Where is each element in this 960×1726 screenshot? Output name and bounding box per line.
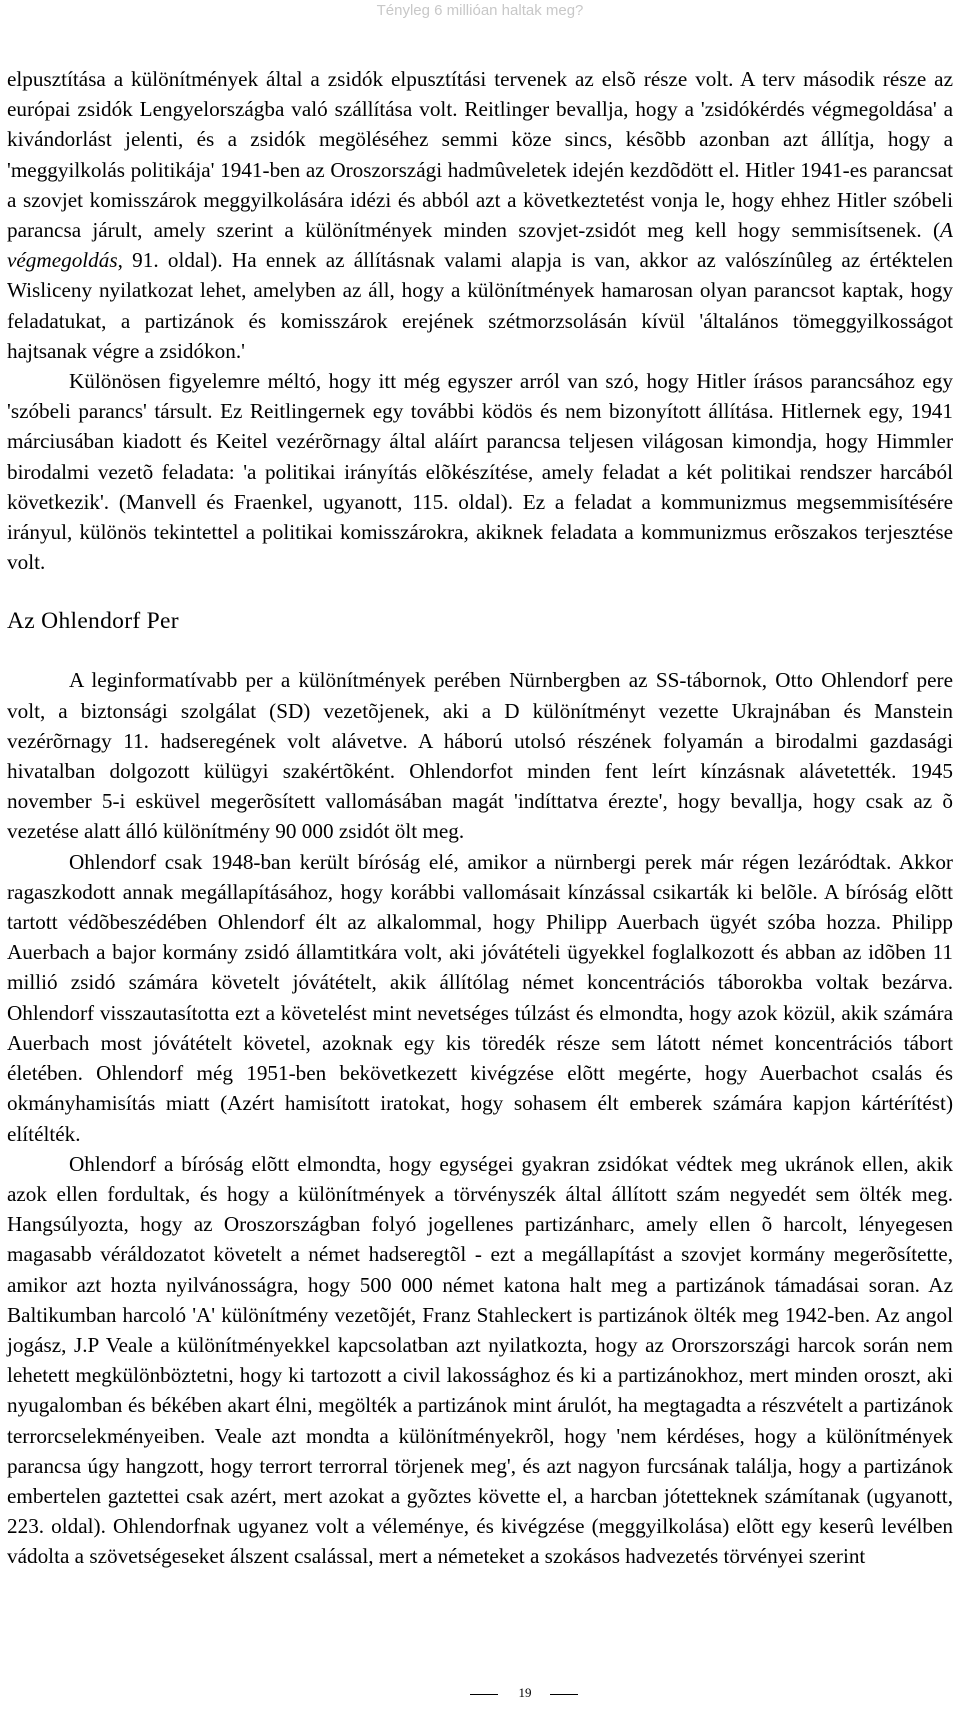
page-body (7, 64, 953, 1572)
paragraph-text: , 91. oldal). Ha ennek az állításnak valami alapja is van, akkor az valószínûleg az értéktelen Wisliceny nyilatkozat lehet, amelyben az áll, hogy a különítmények hamarosan olyan parancsot kaptak, hogy feladatukat, a partizánok és komisszárok erejének szétmorzsolásán kívül 'általános tömeggyilkosságot hajtsanak végre a zsidókon.' (7, 248, 953, 363)
paragraph: A leginformatívabb per a különítmények perében Nürnbergben az SS-tábornok, Otto Ohlendorf pere volt, a biztonsági szolgálat (SD) vezetõjenek, aki a D különítményt vezette Ukrajnában és Manstein vezérõrnagy 11. hadseregének volt alávetve. A háború utolsó részének folyamán a birodalmi gazdasági hivatalban dolgozott külügyi szakértõként. Ohlendorfot minden fent leírt kínzásnak alávetették. 1945 november 5-i esküvel megerõsített vallomásában magát 'indíttatva érezte', hogy bevallja, hogy csak az õ vezetése alatt álló különítmény 90 000 zsidót ölt meg. (7, 668, 953, 844)
page-number: 19 (518, 1685, 532, 1700)
running-header-title: Tényleg 6 millióan haltak meg? (376, 2, 584, 19)
page-footer (470, 1684, 580, 1704)
paragraph-continued (7, 64, 953, 366)
paragraph: Különösen figyelemre méltó, hogy itt még egyszer arról van szó, hogy Hitler írásos parancsához egy 'szóbeli parancs' társult. Ez Reitlingernek egy további ködös és nem bizonyított állítása. Hitlernek egy, 1941 márciusában kiadott és Keitel vezérõrnagy által aláírt parancsa teljesen világosan kimondja, hogy Himmler birodalmi vezetõ feladata: 'a politikai irányítás elõkészítése, amely feladat a két politikai rendszer harcából következik'. (Manvell és Fraenkel, ugyanott, 115. oldal). Ez a feladat a kommunizmus megsemmisítésére irányul, különös tekintettel a politikai komisszárokra, akiknek feladata a kommunizmus erõszakos terjesztése volt. (7, 369, 953, 575)
paragraph: Ohlendorf csak 1948-ban került bíróság elé, amikor a nürnbergi perek már régen lezáródtak. Akkor ragaszkodott annak megállapításához, hogy korábbi vallomásait kínzással csikarták ki belõle. A bíróság elõtt tartott védõbeszédében Ohlendorf élt az alkalommal, hogy Philipp Auerbach ügyét szóba hozza. Philipp Auerbach a bajor kormány zsidó államtitkára volt, aki jóvátételi ügyekkel foglalkozott és abban az idõben 11 millió zsidó számára követelt jóvátételt, akik állítólag német koncentrációs táborokba voltak bezárva. Ohlendorf visszautasította ezt a követelést mint nevetséges túlzást és elmondta, hogy azok közül, akik számára Auerbach most jóvátételt követel, azoknak egy kis töredék része sem látott német koncentrációs tábort életében. Ohlendorf még 1951-ben bekövetkezett kivégzése elõtt megérte, hogy Auerbachot csalás és okmányhamisítás miatt (Azért hamisított iratokat, hogy sohasem élt emberek számára kapjon kártérítést) elítélték. (7, 849, 953, 1146)
italic-book-title: A végmegoldás (7, 218, 953, 273)
paragraph-text: elpusztítása a különítmények által a zsidók elpusztítási tervenek az elsõ része volt. A terv második része az európai zsidók Lengyelországba való szállítása volt. Reitlinger bevallja, hogy a 'zsidókérdés végmegoldása' a kivándorlást jelenti, és a zsidók megöléséhez semmi köze sincs, késõbb azonban azt állítja, hogy a 'meggyilkolás politikája' 1941-ben az Oroszországi hadmûveletek idején kezdõdött el. Hitler 1941-es parancsat a szovjet komisszárok meggyilkolására idézi és abból azt a következtetést vonja le, hogy ehhez Hitler szóbeli parancsa járult, amely szerint a különítmények minden szovjet-zsidót meg kell hogy semmisítsenek. ( (7, 67, 953, 243)
footer-dash-right (550, 1694, 578, 1695)
paragraph: Ohlendorf a bíróság elõtt elmondta, hogy egységei gyakran zsidókat védtek meg ukránok ellen, akik azok ellen fordultak, és hogy a különítmények a törvényszék által állított szám negyedét sem ölték meg. Hangsúlyozta, hogy az Oroszországban folyó jogellenes partizánharc, amely ellen õ harcolt, lényegesen magasabb véráldozatot követelt a német hadseregtõl - ezt a megállapítást a szovjet kormány megerõsítette, amikor azt hozta nyilvánosságra, hogy 500 000 német katona halt meg a partizánok támadásai soran. Az Baltikumban harcoló 'A' különítmény vezetõjét, Franz Stahleckert is partizánok ölték meg 1942-ben. Az angol jogász, J.P Veale a különítményekkel kapcsolatban azt nyilatkozta, hogy az Ororszországi harcok során nem lehetett megkülönböztetni, hogy ki tartozott a civil lakossághoz és ki a partizánokhoz, mert minden oroszt, aki nyugalomban és békében akart élni, megölték a partizánok mint árulót, ha megtagadta a részvételt a partizánok terrorcselekményeiben. Veale azt mondta a különítményekrõl, hogy 'nem kérdéses, hogy a különítmények parancsa úgy hangzott, hogy terrort terrorral törjenek meg', és azt nagyon furcsának találja, hogy a partizánok embertelen gaztettei csak azért, mert azokat a gyõztes követte el, a harcban jótetteknek számítanak (ugyanott, 223. oldal). Ohlendorfnak ugyanez volt a véleménye, és kivégzése (meggyilkolása) elõtt egy keserû levélben vádolta a szövetségeseket álszent csalással, mert a németeket a szokásos hadvezetés törvényei szerint (7, 1151, 953, 1569)
footer-dash-left (470, 1694, 498, 1695)
section-heading: Az Ohlendorf Per (7, 608, 179, 635)
